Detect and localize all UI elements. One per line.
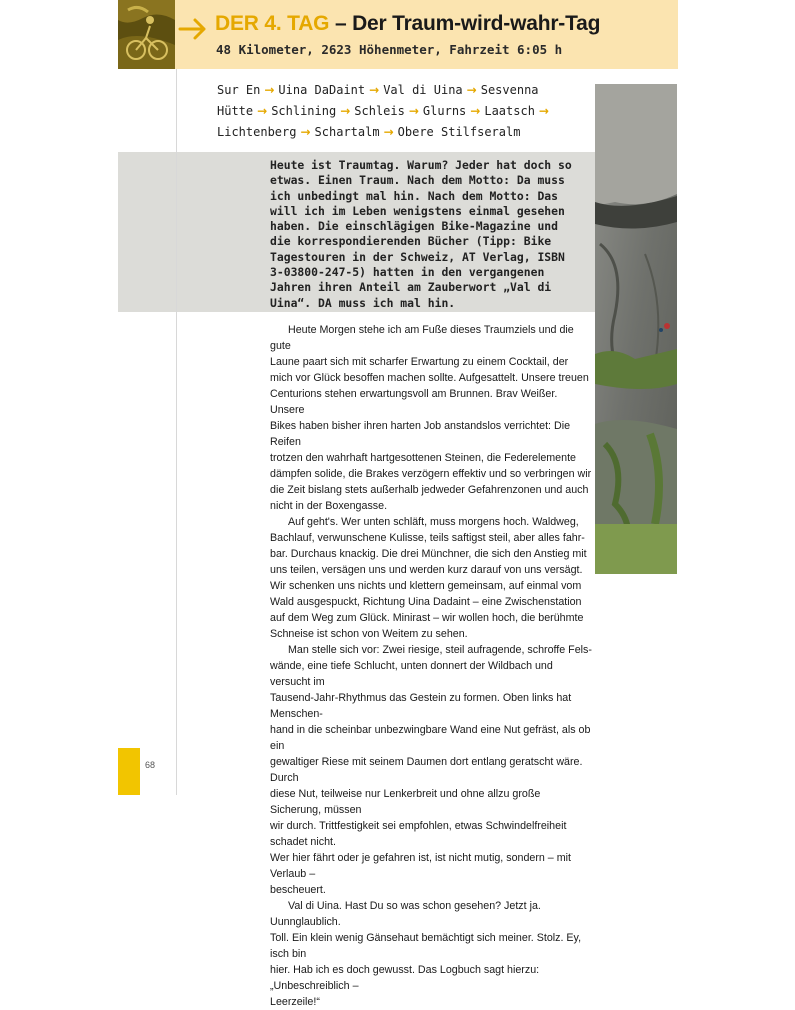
route-stop: Hütte bbox=[217, 104, 254, 118]
route-stop: Schartalm bbox=[314, 125, 380, 139]
route-arrow-icon: → bbox=[257, 104, 268, 118]
route-stop: Sesvenna bbox=[480, 83, 539, 97]
route-arrow-icon: → bbox=[369, 83, 380, 97]
arrow-right-icon bbox=[178, 14, 208, 44]
route-list bbox=[217, 80, 577, 143]
route-stop: Obere Stilfseralm bbox=[397, 125, 521, 139]
route-stop: Lichtenberg bbox=[217, 125, 297, 139]
paragraph: Val di Uina. Hast Du so was schon gesehen? Jetzt ja. Uunnglaublich. Toll. Ein klein wenig Gänsehaut bemächtigt sich meiner. Stolz. Ey, isch bin hier. Hab ich es doch gewusst. Das Logbuch sagt hierzu: „Unbeschreiblich – Leerzeile!“ bbox=[270, 900, 582, 1008]
route-arrow-icon: → bbox=[340, 104, 351, 118]
page-number: 68 bbox=[145, 760, 156, 770]
route-arrow-icon: → bbox=[538, 104, 549, 118]
route-arrow-icon: → bbox=[408, 104, 419, 118]
column-rule bbox=[176, 69, 177, 795]
route-line bbox=[217, 80, 577, 101]
article-body bbox=[270, 322, 594, 1010]
route-arrow-icon: → bbox=[264, 83, 275, 97]
route-arrow-icon: → bbox=[300, 125, 311, 139]
paragraph: Auf geht's. Wer unten schläft, muss morgens hoch. Waldweg, Bachlauf, verwunschene Kulisse, teils saftigst steil, aber alles fahr- bar. Durchaus knackig. Die drei Münchner, die sich den Anstieg mit uns teilen, versägen uns und werden kurz darauf von uns versägt. Wir schenken uns nichts und klettern gemeinsam, auf einmal vom Wald ausgespuckt, Richtung Uina Dadaint – eine Zwischenstation auf dem Weg zum Glück. Minirast – wir wollen hoch, die berühmte Schneise ist schon von Weitem zu sehen. bbox=[270, 516, 587, 640]
route-stop: Glurns bbox=[422, 104, 467, 118]
route-arrow-icon: → bbox=[470, 104, 481, 118]
tour-stats: 48 Kilometer, 2623 Höhenmeter, Fahrzeit 6:05 h bbox=[216, 42, 563, 57]
route-stop: Sur En bbox=[217, 83, 261, 97]
route-stop: Schleis bbox=[354, 104, 405, 118]
route-stop: Laatsch bbox=[484, 104, 535, 118]
day-label: DER 4. TAG bbox=[215, 12, 330, 35]
day-name: Der Traum-wird-wahr-Tag bbox=[352, 12, 601, 35]
rock-face-photo bbox=[595, 84, 677, 574]
route-arrow-icon: → bbox=[466, 83, 477, 97]
intro-text: Heute ist Traumtag. Warum? Jeder hat doch so etwas. Einen Traum. Nach dem Motto: Da muss ich unbedingt mal hin. Nach dem Motto: Das will ich im Leben wenigstens einmal gesehen haben. Die einschlägigen Bike-Magazine und die korrespondierenden Bücher (Tipp: Bike Tagestouren in der Schweiz, AT Verlag, ISBN 3-03800-247-5) hatten in den vergangenen Jahren ihren Anteil am Zauberwort „Val di Uina“. DA muss ich mal hin. bbox=[270, 158, 572, 310]
paragraph: Heute Morgen stehe ich am Fuße dieses Traumziels und die gute Laune paart sich mit scharfer Erwartung zu einem Cocktail, der mich vor Glück besoffen machen sollte. Aufgesattelt. Unsere treuen Centurions stehen erwartungsvoll am Brunnen. Brav Weißer. Unsere Bikes haben bisher ihren harten Job anstandslos verrichtet: Die Reifen trotzen den wahrhaft hartgesottenen Steinen, die Federelemente dämpfen solide, die Brakes verzögern effektiv und so verbringen wir die Zeit bislang stets außerhalb jedweder Gefahrenzonen und auch nicht in der Boxengasse. bbox=[270, 324, 592, 512]
day-title bbox=[215, 12, 600, 36]
route-arrow-icon: → bbox=[383, 125, 394, 139]
paragraph: Man stelle sich vor: Zwei riesige, steil aufragende, schroffe Fels- wände, eine tiefe Schlucht, unten donnert der Wildbach und versucht im Tausend-Jahr-Rhythmus das Gestein zu formen. Oben links hat Menschen- hand in die scheinbar unbezwingbare Wand eine Nut gefräst, als ob ein gewaltiger Riese mit seinem Daumen dort entlang geratscht wäre. Durch diese Nut, teilweise nur Lenkerbreit und ohne allzu große Sicherung, müssen wir durch. Trittfestigkeit sei empfohlen, etwas Schwindelfreiheit schadet nicht. Wer hier fährt oder je gefahren ist, ist nicht mutig, sondern – mit Verlaub – bescheuert. bbox=[270, 644, 592, 896]
route-stop: Val di Uina bbox=[383, 83, 463, 97]
route-line bbox=[217, 122, 577, 143]
route-stop: Schlining bbox=[271, 104, 337, 118]
title-dash: – bbox=[334, 12, 347, 35]
page-tab bbox=[118, 748, 140, 795]
route-line bbox=[217, 101, 577, 122]
route-stop: Uina DaDaint bbox=[278, 83, 366, 97]
cyclist-thumbnail bbox=[118, 0, 175, 69]
